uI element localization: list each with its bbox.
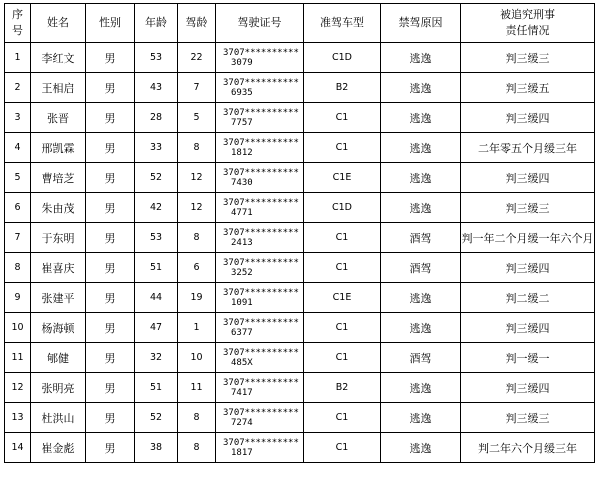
cell-penalty: 判二缓二 [461,283,595,313]
cell-penalty: 判一缓一 [461,343,595,373]
cell-driving-years: 19 [178,283,216,313]
cell-name: 杜洪山 [31,403,86,433]
cell-gender: 男 [86,343,135,373]
cell-driving-years: 22 [178,43,216,73]
table-row [5,103,595,133]
cell-name: 张晋 [31,103,86,133]
license-prefix: 3707********** [223,347,299,358]
table-row [5,373,595,403]
cell-age: 38 [135,433,178,463]
cell-driving-years: 1 [178,313,216,343]
cell-vehicle-class: C1D [304,43,381,73]
cell-license-no [216,253,304,283]
cell-ban-reason: 逃逸 [381,373,461,403]
cell-license-no [216,163,304,193]
cell-seq: 5 [5,163,31,193]
cell-vehicle-class: C1E [304,283,381,313]
cell-vehicle-class: C1 [304,433,381,463]
license-suffix: 6377 [231,327,253,338]
header-seq [5,4,31,43]
header-criminal-line1: 被追究刑事 [500,8,555,21]
cell-driving-years: 5 [178,103,216,133]
cell-name: 朱由茂 [31,193,86,223]
table-row [5,343,595,373]
cell-license-no [216,103,304,133]
cell-vehicle-class: C1 [304,253,381,283]
cell-ban-reason: 酒驾 [381,253,461,283]
cell-license-no [216,433,304,463]
cell-seq: 9 [5,283,31,313]
cell-ban-reason: 逃逸 [381,313,461,343]
cell-name: 张建平 [31,283,86,313]
cell-ban-reason: 酒驾 [381,343,461,373]
license-prefix: 3707********** [223,437,299,448]
cell-age: 53 [135,43,178,73]
cell-name: 王相启 [31,73,86,103]
cell-penalty: 判三缓三 [461,193,595,223]
cell-driving-years: 12 [178,163,216,193]
cell-age: 33 [135,133,178,163]
license-suffix: 7757 [231,117,253,128]
license-suffix: 7430 [231,177,253,188]
table-row [5,283,595,313]
cell-penalty: 判一年二个月缓一年六个月 [461,223,595,253]
cell-vehicle-class: C1 [304,313,381,343]
cell-license-no [216,403,304,433]
cell-gender: 男 [86,223,135,253]
cell-driving-years: 8 [178,133,216,163]
table-row [5,403,595,433]
cell-driving-years: 12 [178,193,216,223]
cell-gender: 男 [86,133,135,163]
cell-age: 52 [135,403,178,433]
cell-license-no [216,283,304,313]
cell-penalty: 判三缓五 [461,73,595,103]
header-seq-line2: 号 [12,24,23,37]
header-criminal-liability [461,4,595,43]
cell-vehicle-class: B2 [304,73,381,103]
cell-license-no [216,193,304,223]
cell-gender: 男 [86,73,135,103]
cell-vehicle-class: C1E [304,163,381,193]
cell-age: 28 [135,103,178,133]
cell-age: 32 [135,343,178,373]
cell-license-no [216,313,304,343]
cell-driving-years: 8 [178,403,216,433]
cell-license-no [216,43,304,73]
cell-vehicle-class: C1D [304,193,381,223]
license-suffix: 3252 [231,267,253,278]
cell-age: 43 [135,73,178,103]
cell-seq: 14 [5,433,31,463]
cell-name: 于东明 [31,223,86,253]
cell-seq: 11 [5,343,31,373]
cell-seq: 8 [5,253,31,283]
cell-vehicle-class: B2 [304,373,381,403]
banned-drivers-table [4,3,595,463]
cell-gender: 男 [86,283,135,313]
license-suffix: 2413 [231,237,253,248]
cell-penalty: 判二年六个月缓三年 [461,433,595,463]
cell-seq: 7 [5,223,31,253]
cell-ban-reason: 逃逸 [381,403,461,433]
license-suffix: 6935 [231,87,253,98]
cell-penalty: 判三缓四 [461,163,595,193]
cell-seq: 2 [5,73,31,103]
cell-ban-reason: 逃逸 [381,133,461,163]
cell-driving-years: 6 [178,253,216,283]
cell-ban-reason: 逃逸 [381,163,461,193]
cell-license-no [216,73,304,103]
table-row [5,133,595,163]
header-license-no: 驾驶证号 [216,4,304,43]
license-prefix: 3707********** [223,287,299,298]
cell-seq: 4 [5,133,31,163]
cell-name: 张明亮 [31,373,86,403]
cell-name: 杨海顿 [31,313,86,343]
cell-gender: 男 [86,103,135,133]
cell-vehicle-class: C1 [304,343,381,373]
cell-penalty: 判三缓四 [461,103,595,133]
cell-seq: 13 [5,403,31,433]
cell-gender: 男 [86,373,135,403]
cell-gender: 男 [86,253,135,283]
license-suffix: 3079 [231,57,253,68]
license-suffix: 485X [231,357,253,368]
header-name: 姓名 [31,4,86,43]
cell-seq: 6 [5,193,31,223]
license-suffix: 1091 [231,297,253,308]
cell-seq: 1 [5,43,31,73]
cell-name: 郇健 [31,343,86,373]
license-suffix: 4771 [231,207,253,218]
cell-name: 曹培芝 [31,163,86,193]
cell-age: 52 [135,163,178,193]
license-prefix: 3707********** [223,227,299,238]
cell-license-no [216,343,304,373]
cell-age: 51 [135,253,178,283]
cell-seq: 10 [5,313,31,343]
license-suffix: 1812 [231,147,253,158]
cell-ban-reason: 逃逸 [381,193,461,223]
license-prefix: 3707********** [223,137,299,148]
cell-age: 44 [135,283,178,313]
cell-seq: 12 [5,373,31,403]
cell-driving-years: 8 [178,223,216,253]
cell-gender: 男 [86,163,135,193]
table-row [5,253,595,283]
cell-driving-years: 11 [178,373,216,403]
license-prefix: 3707********** [223,377,299,388]
license-prefix: 3707********** [223,197,299,208]
license-prefix: 3707********** [223,407,299,418]
cell-name: 邢凯霖 [31,133,86,163]
table-row [5,223,595,253]
header-gender: 性别 [86,4,135,43]
cell-penalty: 二年零五个月缓三年 [461,133,595,163]
cell-gender: 男 [86,43,135,73]
header-seq-line1: 序 [12,8,23,21]
cell-penalty: 判三缓四 [461,313,595,343]
cell-age: 47 [135,313,178,343]
cell-license-no [216,223,304,253]
header-ban-reason: 禁驾原因 [381,4,461,43]
cell-gender: 男 [86,403,135,433]
license-prefix: 3707********** [223,47,299,58]
cell-penalty: 判三缓三 [461,43,595,73]
cell-driving-years: 10 [178,343,216,373]
cell-gender: 男 [86,313,135,343]
table-row [5,163,595,193]
cell-ban-reason: 逃逸 [381,73,461,103]
cell-penalty: 判三缓三 [461,403,595,433]
cell-vehicle-class: C1 [304,223,381,253]
license-suffix: 7417 [231,387,253,398]
table-row [5,313,595,343]
cell-vehicle-class: C1 [304,133,381,163]
cell-driving-years: 7 [178,73,216,103]
cell-name: 崔喜庆 [31,253,86,283]
license-prefix: 3707********** [223,257,299,268]
header-driving-years: 驾龄 [178,4,216,43]
cell-vehicle-class: C1 [304,103,381,133]
license-prefix: 3707********** [223,317,299,328]
cell-name: 崔金彪 [31,433,86,463]
cell-ban-reason: 逃逸 [381,103,461,133]
document-page [4,3,595,463]
header-criminal-line2: 责任情况 [505,24,550,37]
license-suffix: 7274 [231,417,253,428]
cell-penalty: 判三缓四 [461,373,595,403]
header-age: 年龄 [135,4,178,43]
table-row [5,433,595,463]
license-prefix: 3707********** [223,167,299,178]
cell-ban-reason: 酒驾 [381,223,461,253]
license-prefix: 3707********** [223,107,299,118]
cell-vehicle-class: C1 [304,403,381,433]
table-row [5,43,595,73]
cell-gender: 男 [86,193,135,223]
table-header-row [5,4,595,43]
cell-gender: 男 [86,433,135,463]
cell-driving-years: 8 [178,433,216,463]
cell-ban-reason: 逃逸 [381,43,461,73]
cell-age: 53 [135,223,178,253]
cell-name: 李红文 [31,43,86,73]
cell-license-no [216,133,304,163]
license-suffix: 1817 [231,447,253,458]
header-vehicle-class: 准驾车型 [304,4,381,43]
cell-penalty: 判三缓四 [461,253,595,283]
cell-license-no [216,373,304,403]
cell-age: 42 [135,193,178,223]
cell-seq: 3 [5,103,31,133]
table-row [5,193,595,223]
cell-ban-reason: 逃逸 [381,283,461,313]
cell-ban-reason: 逃逸 [381,433,461,463]
table-row [5,73,595,103]
license-prefix: 3707********** [223,77,299,88]
cell-age: 51 [135,373,178,403]
